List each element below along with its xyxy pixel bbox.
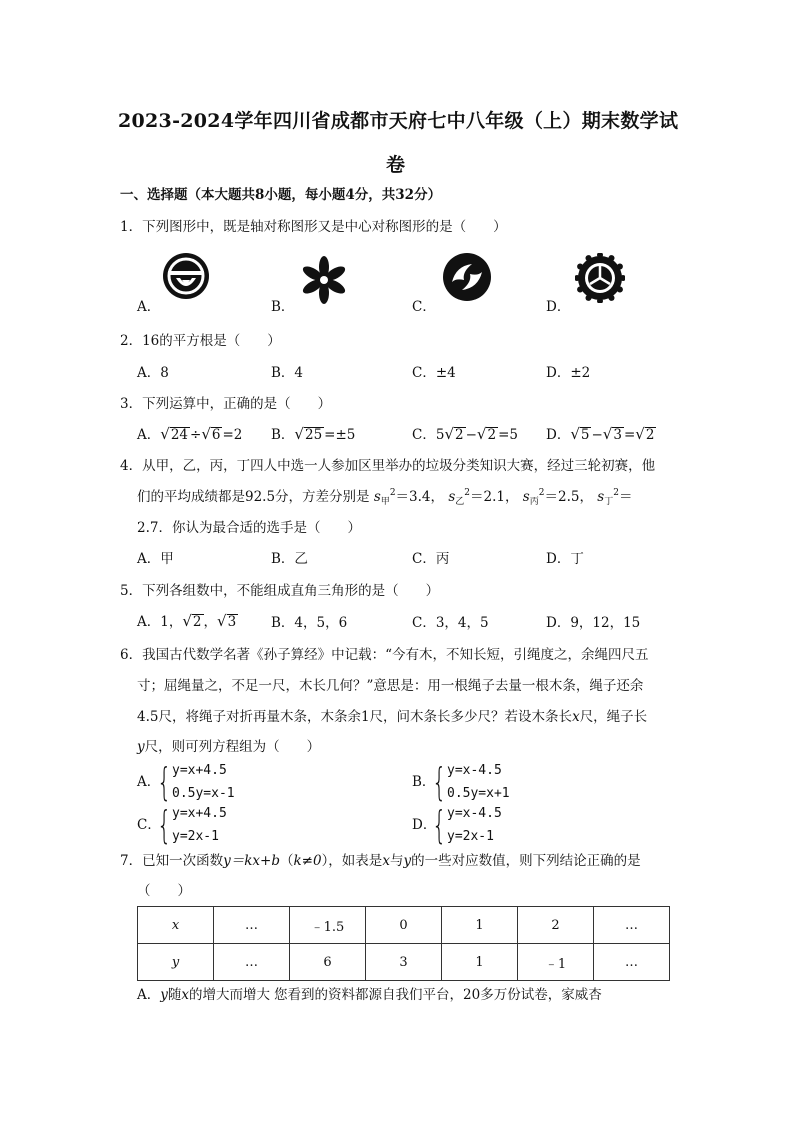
q4-line2-prefix: 们的平均成绩都是92.5分，方差分别是 [137, 489, 370, 505]
q4-option-a: A．甲 [137, 551, 174, 567]
q6-c-brace: { [157, 803, 172, 847]
q4-sup-yi: 2 [464, 488, 471, 498]
table-cell: 2 [518, 907, 594, 944]
q3-a-radicand1: 24 [170, 427, 188, 443]
q3-d-radicand1: 5 [580, 427, 590, 443]
q7-yu: 与 [389, 853, 404, 869]
q3-option-b: B．√25 =±5 [271, 425, 356, 443]
q6-c-eq2: y=2x-1 [172, 829, 219, 844]
q6-line4-text: 尺，则可列方程组为（ ） [144, 739, 321, 755]
table-cell: … [214, 907, 290, 944]
q6-b-brace: { [432, 760, 447, 804]
q6-a-eq2: 0.5y=x-1 [172, 786, 235, 801]
table-cell: x [138, 907, 214, 944]
q1-figure-d [575, 253, 625, 303]
q4-val-yi: ＝2.1， [470, 489, 519, 505]
q4-sup-jia: 2 [389, 488, 396, 498]
section-heading: 一、选择题（本大题共8小题，每小题4分，共32分） [120, 187, 442, 203]
q7-var-x: x [382, 853, 390, 869]
table-cell: … [214, 944, 290, 981]
q1-figure-a [162, 252, 210, 300]
q5-option-d: D．9，12，15 [546, 615, 641, 631]
q3-stem: 3．下列运算中，正确的是（ ） [120, 396, 332, 412]
table-cell: 0 [366, 907, 442, 944]
q4-s-yi: s [448, 489, 456, 505]
q6-a-brace: { [157, 760, 172, 804]
q3-a-radicand2: 6 [211, 427, 221, 443]
q3-option-c: C．5√2 −√2 =5 [412, 425, 518, 443]
table-cell: y [138, 944, 214, 981]
q4-s-bing: s [522, 489, 530, 505]
page-title-line1: 2023-2024学年四川省成都市天府七中八年级（上）期末数学试 [118, 110, 679, 132]
q5-option-c: C．3，4，5 [412, 615, 489, 631]
q3-a-label: A． [137, 427, 161, 443]
q3-c-radicand1: 2 [455, 427, 464, 443]
q3-a-result: =2 [222, 427, 243, 443]
q2-option-a: A．8 [137, 365, 169, 381]
q5-stem: 5．下列各组数中，不能组成直角三角形的是（ ） [120, 583, 440, 599]
q1-option-d: D． [546, 299, 571, 315]
q6-c-eq1: y=x+4.5 [172, 806, 227, 821]
q6-line1: 6．我国古代数学名著《孙子算经》中记载：“今有木，不知长短，引绳度之，余绳四尺五 [120, 647, 649, 663]
q5-option-a: A．1，√2 ，√3 [137, 612, 237, 630]
q3-d-radicand3: 2 [645, 427, 655, 443]
watermark-text: 您看到的资料都源自我们平台，20多万份试卷，家威杏 [274, 987, 602, 1003]
q6-b-label: B． [412, 774, 436, 790]
q1-stem: 1．下列图形中，既是轴对称图形又是中心对称图形的是（ ） [120, 219, 507, 235]
q7-condition: k≠0 [293, 853, 322, 869]
table-cell: … [594, 944, 670, 981]
q4-val-bing: ＝2.5， [544, 489, 593, 505]
q7-value-table [137, 906, 670, 981]
q4-line2 [137, 488, 632, 508]
q6-a-eq1: y=x+4.5 [172, 763, 227, 778]
q1-option-c: C． [412, 299, 436, 315]
q4-option-d: D．丁 [546, 551, 584, 567]
q3-c-op: − [465, 427, 477, 443]
q6-line3 [137, 708, 647, 726]
q4-s-ding: s [597, 489, 605, 505]
table-cell: ﹣1 [518, 944, 594, 981]
q7-a-mid: 随 [167, 987, 182, 1003]
q7-stem-prefix: 7．已知一次函数 [120, 853, 224, 869]
q6-a-label: A． [137, 774, 161, 790]
q3-d-label: D． [546, 427, 571, 443]
q7-stem-post: 的一些对应数值，则下列结论正确的是 [411, 853, 641, 869]
q7-var-y: y [403, 853, 412, 869]
q4-val-ding: ＝ [618, 489, 633, 505]
q7-stem [120, 852, 641, 870]
q7-a-label: A． [137, 987, 161, 1003]
table-row-x [138, 907, 670, 944]
q2-option-c: C．±4 [412, 365, 456, 381]
table-cell: 1 [442, 907, 518, 944]
table-cell: 3 [366, 944, 442, 981]
q5-option-b: B．4，5，6 [271, 615, 348, 631]
q3-c-result: =5 [498, 427, 518, 443]
q4-s-jia: s [373, 489, 381, 505]
q5-a-radicand2: 3 [227, 614, 237, 630]
q3-d-op: − [591, 427, 603, 443]
q6-d-label: D． [412, 817, 437, 833]
q7-a-x: x [181, 987, 190, 1003]
q4-line1: 4．从甲，乙，丙，丁四人中选一人参加区里举办的垃圾分类知识大赛，经过三轮初赛，他 [120, 458, 656, 474]
q6-line2: 寸；屈绳量之，不足一尺，木长几何？”意思是：用一根绳子去量一根木条，绳子还余 [137, 678, 644, 694]
table-cell: … [594, 907, 670, 944]
q4-sub-jia: 甲 [380, 497, 390, 507]
q4-line3: 2.7．你认为最合适的选手是（ ） [137, 520, 361, 536]
q3-b-label: B． [271, 427, 295, 443]
q7-a-y: y [160, 987, 168, 1003]
table-cell: 6 [290, 944, 366, 981]
q7-stem-mid: ），如表是 [321, 853, 383, 869]
q3-option-a: A．√24 ÷√6 =2 [137, 425, 243, 443]
q3-a-op: ÷ [190, 427, 202, 443]
q3-c-radicand2: 2 [487, 427, 497, 443]
q7-a-post: 的增大而增大 [189, 987, 271, 1003]
q3-b-radicand: 25 [304, 427, 323, 443]
q4-sup-bing: 2 [538, 488, 545, 498]
q6-line3-suffix: 尺，绳子长 [579, 709, 648, 725]
q1-figure-c [442, 252, 492, 302]
q6-d-brace: { [432, 803, 447, 847]
q4-option-c: C．丙 [412, 551, 450, 567]
q5-a-prefix: A．1， [137, 614, 183, 630]
q4-sub-yi: 乙 [455, 497, 465, 507]
q7-paren: （ ） [137, 883, 191, 899]
q2-stem: 2．16的平方根是（ ） [120, 333, 281, 349]
q1-option-a: A． [137, 299, 161, 315]
q6-var-x: x [572, 709, 580, 725]
q4-sub-ding: 丁 [604, 497, 614, 507]
table-cell: ﹣1.5 [290, 907, 366, 944]
q6-var-y: y [137, 739, 145, 755]
q5-a-sep: ， [203, 614, 217, 630]
q5-a-radicand1: 2 [192, 614, 202, 630]
q6-d-eq2: y=2x-1 [447, 829, 494, 844]
q6-b-eq1: y=x-4.5 [447, 763, 502, 778]
q1-option-b: B． [271, 299, 295, 315]
q3-option-d: D．√5 −√3 =√2 [546, 425, 655, 443]
q4-option-b: B．乙 [271, 551, 308, 567]
q3-c-label: C． [412, 427, 436, 443]
q3-d-eq: = [623, 427, 636, 443]
q6-line3-prefix: 4.5尺，将绳子对折再量木条，木条余1尺，问木条长多少尺？若设木条长 [137, 709, 573, 725]
q6-c-label: C． [137, 817, 161, 833]
q7-cond-open: （ [279, 853, 294, 869]
q4-sub-bing: 丙 [529, 497, 539, 507]
q6-line4 [137, 738, 320, 756]
table-row-y [138, 944, 670, 981]
q3-b-result: =±5 [324, 427, 356, 443]
q3-d-radicand2: 3 [613, 427, 622, 443]
page-title-line2: 卷 [386, 154, 406, 176]
q7-function: y＝kx+b [223, 853, 280, 869]
q6-d-eq1: y=x-4.5 [447, 806, 502, 821]
q3-c-coef: 5 [435, 427, 445, 443]
q6-b-eq2: 0.5y=x+1 [447, 786, 510, 801]
q1-figure-b [300, 256, 348, 304]
table-cell: 1 [442, 944, 518, 981]
q2-option-b: B．4 [271, 365, 304, 381]
q2-option-d: D．±2 [546, 365, 591, 381]
q7-option-a [137, 986, 602, 1004]
q4-sup-ding: 2 [613, 488, 619, 498]
q4-val-jia: ＝3.4， [395, 489, 445, 505]
